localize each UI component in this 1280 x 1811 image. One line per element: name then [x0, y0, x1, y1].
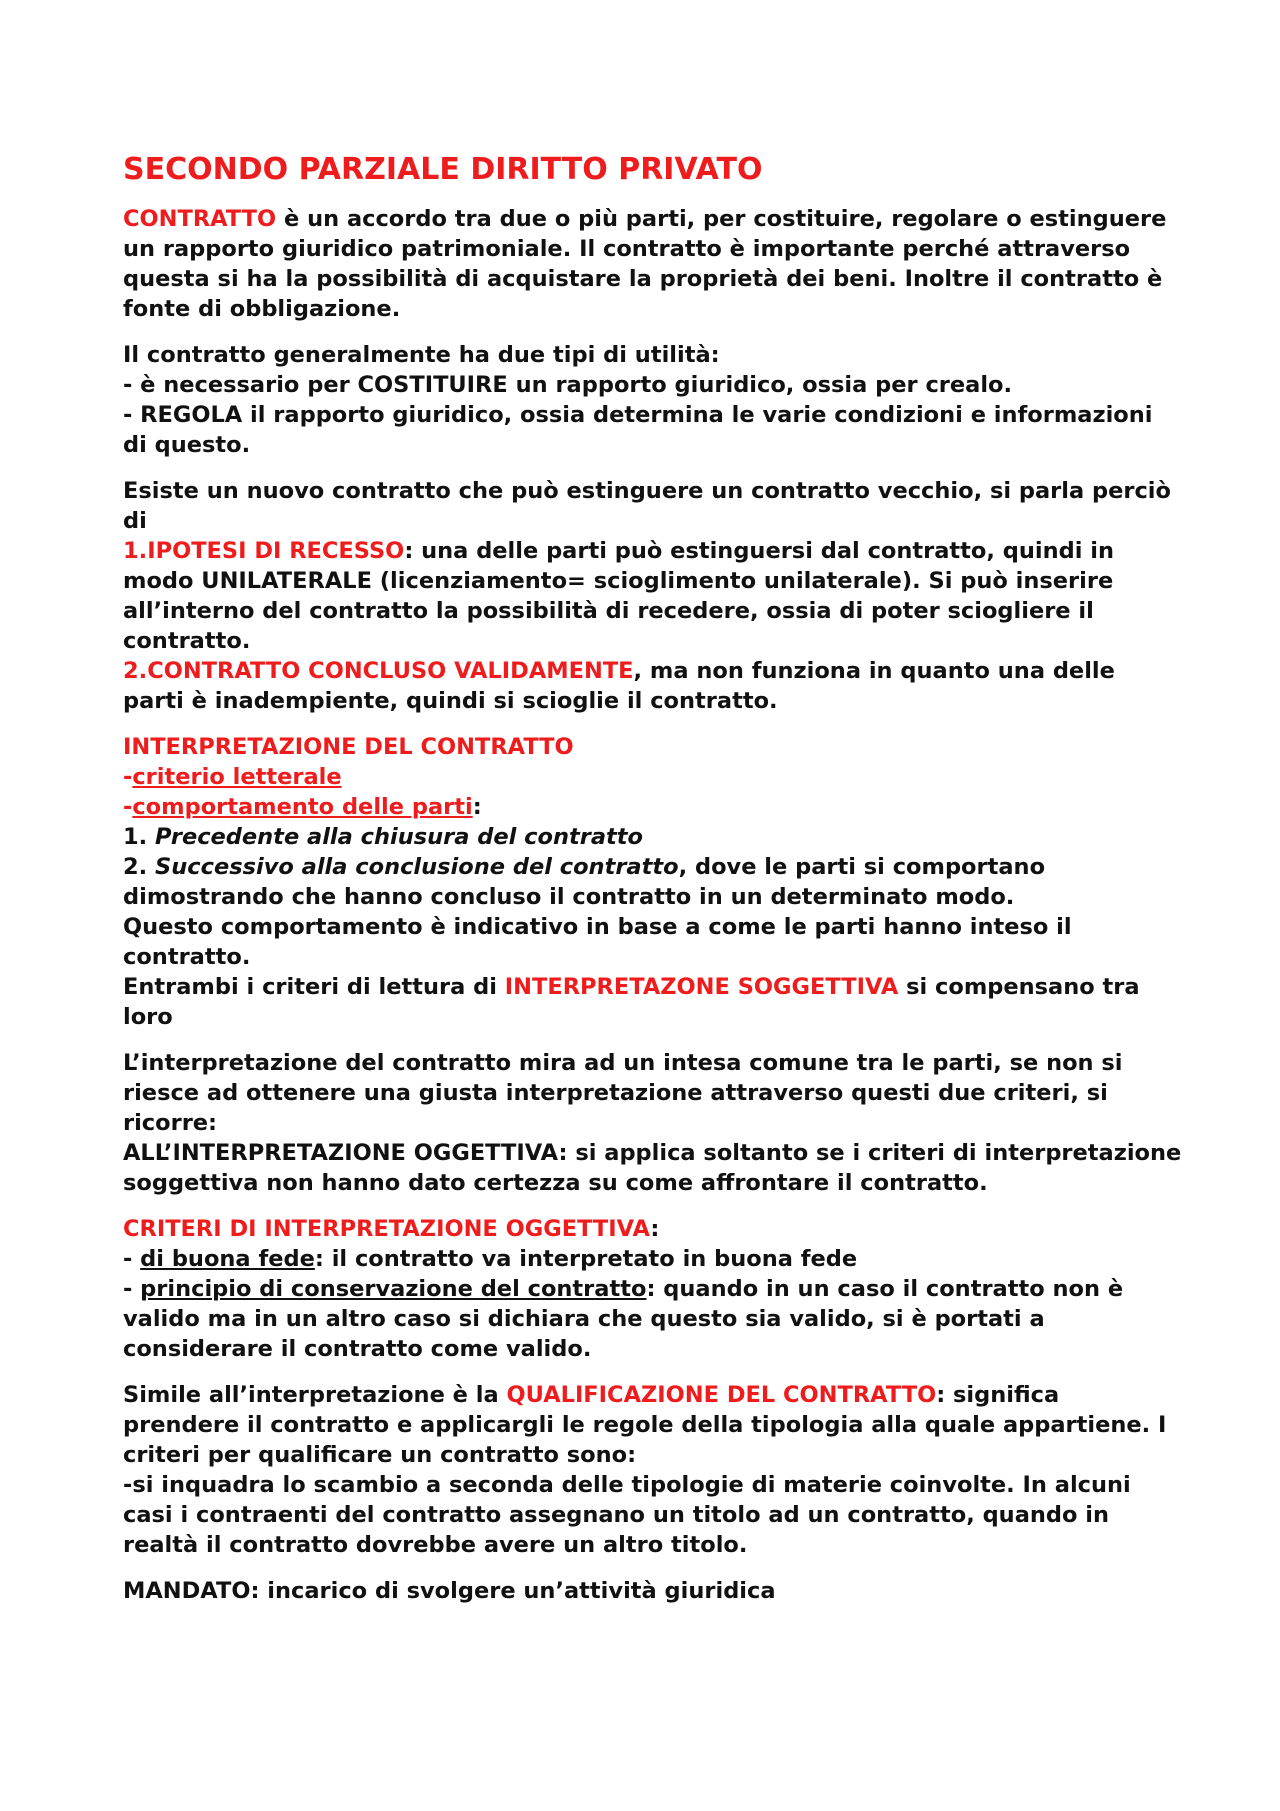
item-number: 1.: [123, 824, 156, 850]
term-contratto: CONTRATTO: [123, 206, 277, 232]
paragraph-estinzione: [123, 476, 1183, 716]
text: si compensano tra loro: [123, 974, 1140, 1030]
paragraph-line: L’interpretazione del contratto mira ad un intesa comune tra le parti, se non si riesce ad ottenere una giusta interpretazione attraverso questi due criteri, si ricorre:: [123, 1050, 1123, 1136]
item-text: , dove le parti si comportano dimostrando che hanno concluso il contratto in un determinato modo.: [123, 854, 1046, 910]
section-heading: INTERPRETAZIONE DEL CONTRATTO: [123, 734, 574, 760]
paragraph-qualificazione: [123, 1380, 1183, 1560]
list-item: [123, 1244, 1183, 1274]
term-recesso: 1.IPOTESI DI RECESSO: [123, 538, 405, 564]
dash: -: [123, 1246, 141, 1272]
paragraph-contratto: [123, 204, 1183, 324]
item-number: 2.: [123, 854, 156, 880]
paragraph-intro: Esiste un nuovo contratto che può estinguere un contratto vecchio, si parla perciò di: [123, 478, 1171, 534]
paragraph-mandato: MANDATO: incarico di svolgere un’attività giuridica: [123, 1578, 776, 1604]
paragraph-line: [123, 1380, 1183, 1470]
term-soggettiva: INTERPRETAZONE SOGGETTIVA: [504, 974, 899, 1000]
paragraph-utilita: [123, 340, 1183, 460]
heading-text: CRITERI DI INTERPRETAZIONE OGGETTIVA: [123, 1216, 651, 1242]
text: Simile all’interpretazione è la: [123, 1382, 507, 1408]
list-item-text: , ma non funziona in quanto una delle parti è inadempiente, quindi si scioglie il contratto.: [123, 658, 1115, 714]
paragraph-oggettiva: [123, 1048, 1183, 1198]
paragraph-intro: Il contratto generalmente ha due tipi di utilità:: [123, 342, 720, 368]
paragraph-criteri: [123, 1214, 1183, 1364]
list-item: - REGOLA il rapporto giuridico, ossia determina le varie condizioni e informazioni di questo.: [123, 402, 1153, 458]
dash: -: [123, 764, 133, 790]
numbered-item: [123, 852, 1183, 912]
numbered-item: [123, 822, 1183, 852]
list-item-text: : quando in un caso il contratto non è valido ma in un altro caso si dichiara che questo sia valido, si è portati a considerare il contratto come valido.: [123, 1276, 1124, 1362]
list-item-text: : una delle parti può estinguersi dal contratto, quindi in modo UNILATERALE (licenziamento= scioglimento unilaterale). Si può inserire all’interno del contratto la possibilità di recedere, ossia di poter sciogliere il contratto.: [123, 538, 1115, 654]
text: : significa prendere il contratto e applicargli le regole della tipologia alla quale appartiene. I criteri per qualificare un contratto sono:: [123, 1382, 1167, 1468]
term-qualificazione: QUALIFICAZIONE DEL CONTRATTO: [506, 1382, 937, 1408]
criterion-label: criterio letterale: [132, 764, 342, 790]
dash: -: [123, 1276, 141, 1302]
list-item: [123, 536, 1183, 656]
list-item: - è necessario per COSTITUIRE un rapporto giuridico, ossia per crealo.: [123, 372, 1013, 398]
paragraph-interpretazione: [123, 732, 1183, 1032]
paragraph-line: ALL’INTERPRETAZIONE OGGETTIVA: si applica soltanto se i criteri di interpretazione soggettiva non hanno dato certezza su come affrontare il contratto.: [123, 1140, 1182, 1196]
criterion-label: di buona fede: [140, 1246, 315, 1272]
list-item-text: : il contratto va interpretato in buona fede: [314, 1246, 858, 1272]
term-concluso: 2.CONTRATTO CONCLUSO VALIDAMENTE: [123, 658, 634, 684]
dash: -: [123, 794, 133, 820]
paragraph-line: [123, 972, 1183, 1032]
criterion-item: [123, 792, 1183, 822]
colon: :: [650, 1216, 660, 1242]
criterion-item: [123, 762, 1183, 792]
criterion-label: comportamento delle parti: [132, 794, 473, 820]
colon: :: [472, 794, 482, 820]
item-label: Successivo alla conclusione del contratto: [155, 854, 679, 880]
list-item: -si inquadra lo scambio a seconda delle tipologie di materie coinvolte. In alcuni casi i contraenti del contratto assegnano un titolo ad un contratto, quando in realtà il contratto dovrebbe avere un altro titolo.: [123, 1472, 1131, 1558]
document-page: [123, 150, 1183, 1622]
item-label: Precedente alla chiusura del contratto: [155, 824, 643, 850]
list-item: [123, 1274, 1183, 1364]
list-item: [123, 656, 1183, 716]
text: Entrambi i criteri di lettura di: [123, 974, 505, 1000]
criterion-label: principio di conservazione del contratto: [140, 1276, 647, 1302]
paragraph-line: Questo comportamento è indicativo in base a come le parti hanno inteso il contratto.: [123, 914, 1072, 970]
section-heading: [123, 1214, 1183, 1244]
document-title: SECONDO PARZIALE DIRITTO PRIVATO: [123, 152, 763, 187]
paragraph-text: è un accordo tra due o più parti, per costituire, regolare o estinguere un rapporto giuridico patrimoniale. Il contratto è importante perché attraverso questa si ha la possibilità di acquistare la proprietà dei beni. Inoltre il contratto è fonte di obbligazione.: [123, 206, 1167, 322]
